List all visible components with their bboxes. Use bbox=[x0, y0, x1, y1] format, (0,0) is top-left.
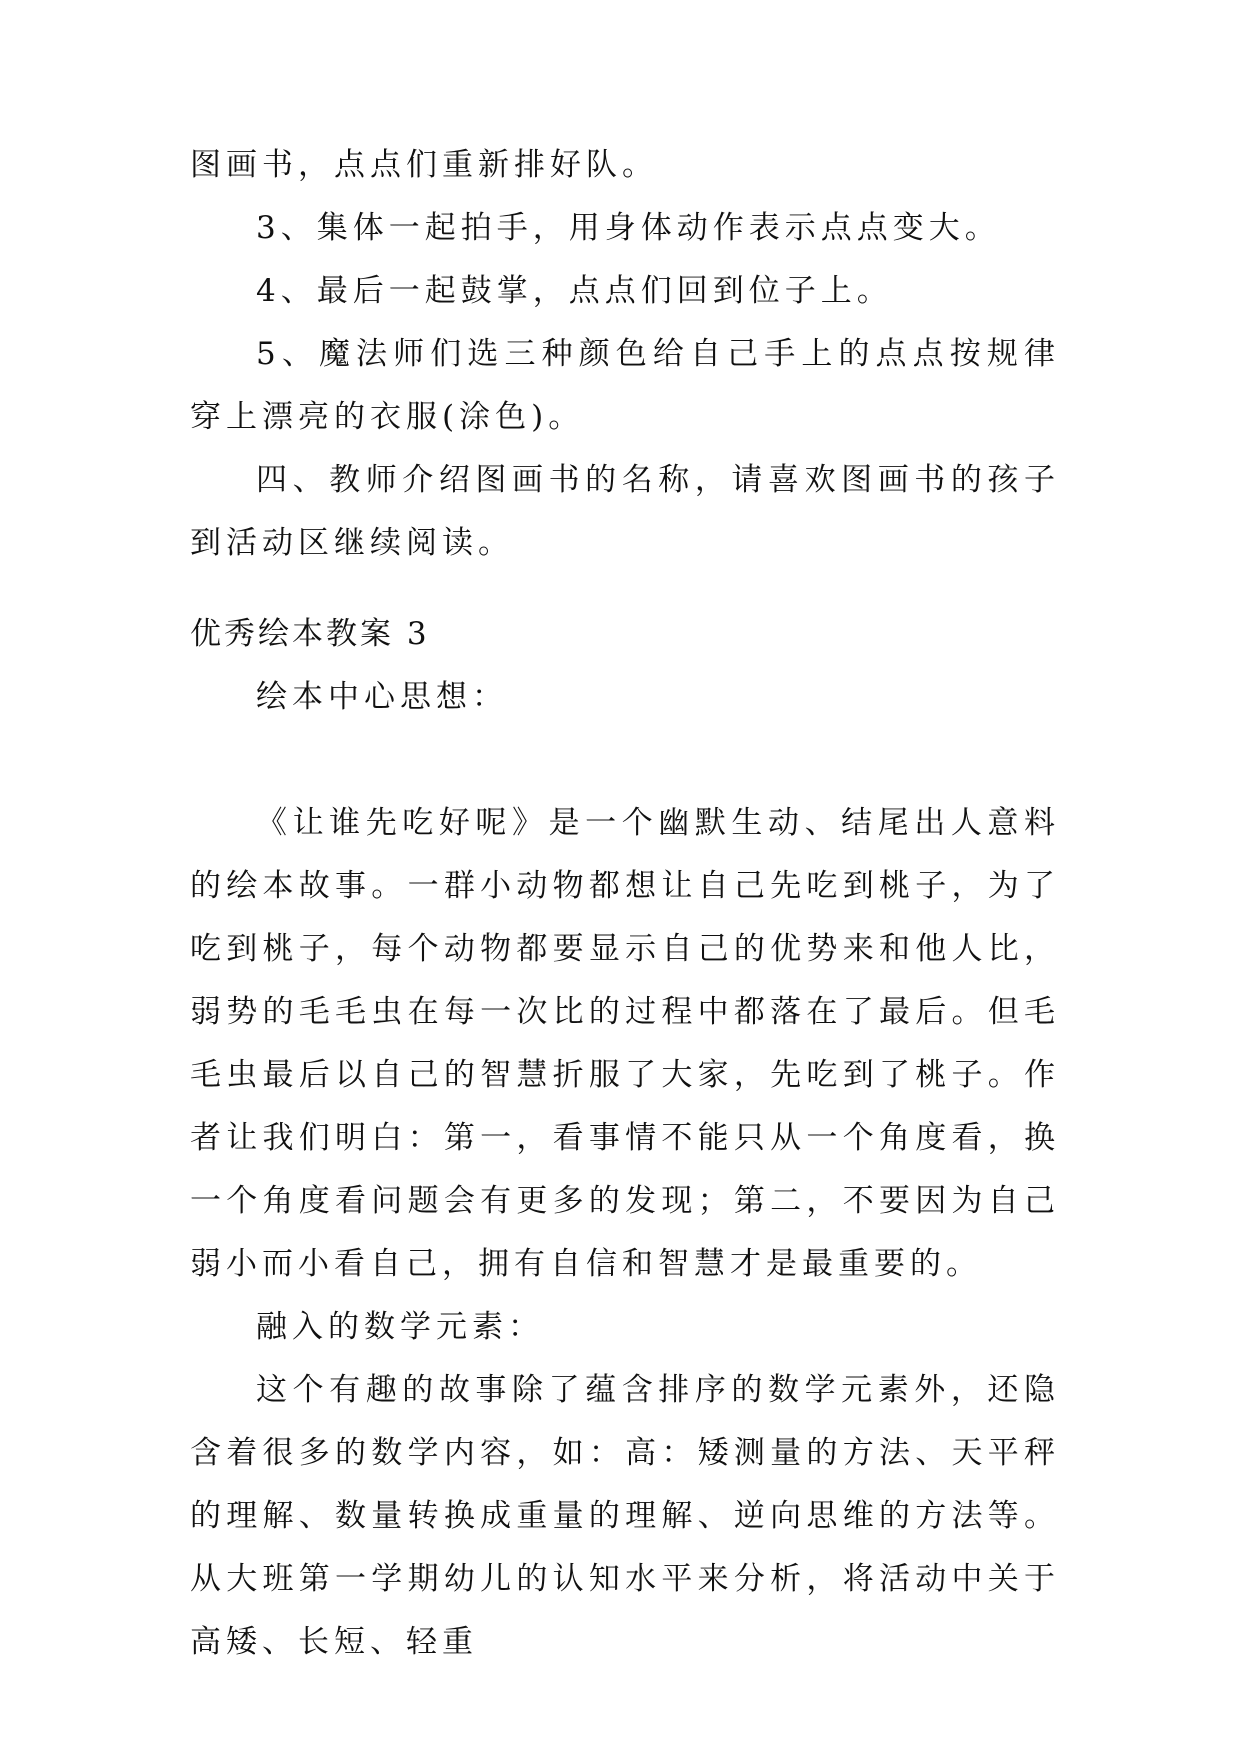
step-5: 5、魔法师们选三种颜色给自己手上的点点按规律穿上漂亮的衣服(涂色)。 bbox=[190, 336, 1060, 435]
section-two-body bbox=[190, 792, 1060, 1674]
math-paragraph: 这个有趣的故事除了蕴含排序的数学元素外，还隐含着很多的数学内容，如：高：矮测量的方法、天平秤的理解、数量转换成重量的理解、逆向思维的方法等。从大班第一学期幼儿的认知水平来分析，将活动中关于高矮、长短、轻重 bbox=[190, 1372, 1060, 1660]
step-4: 4、最后一起鼓掌，点点们回到位子上。 bbox=[256, 273, 893, 309]
continuation-line: 图画书，点点们重新排好队。 bbox=[190, 147, 658, 183]
section-one bbox=[190, 134, 1060, 575]
step-3: 3、集体一起拍手，用身体动作表示点点变大。 bbox=[256, 210, 1001, 246]
math-subtitle: 融入的数学元素： bbox=[256, 1309, 544, 1345]
theme-paragraph: 《让谁先吃好呢》是一个幽默生动、结尾出人意料的绘本故事。一群小动物都想让自己先吃到桃子，为了吃到桃子，每个动物都要显示自己的优势来和他人比，弱势的毛毛虫在每一次比的过程中都落在了最后。但毛毛虫最后以自己的智慧折服了大家，先吃到了桃子。作者让我们明白：第一，看事情不能只从一个角度看，换一个角度看问题会有更多的发现；第二，不要因为自己弱小而小看自己，拥有自信和智慧才是最重要的。 bbox=[190, 805, 1060, 1282]
step-four: 四、教师介绍图画书的名称，请喜欢图画书的孩子到活动区继续阅读。 bbox=[190, 462, 1060, 561]
section-two bbox=[190, 603, 1060, 729]
theme-subtitle: 绘本中心思想： bbox=[256, 679, 508, 715]
section-title: 优秀绘本教案 3 bbox=[190, 616, 430, 652]
